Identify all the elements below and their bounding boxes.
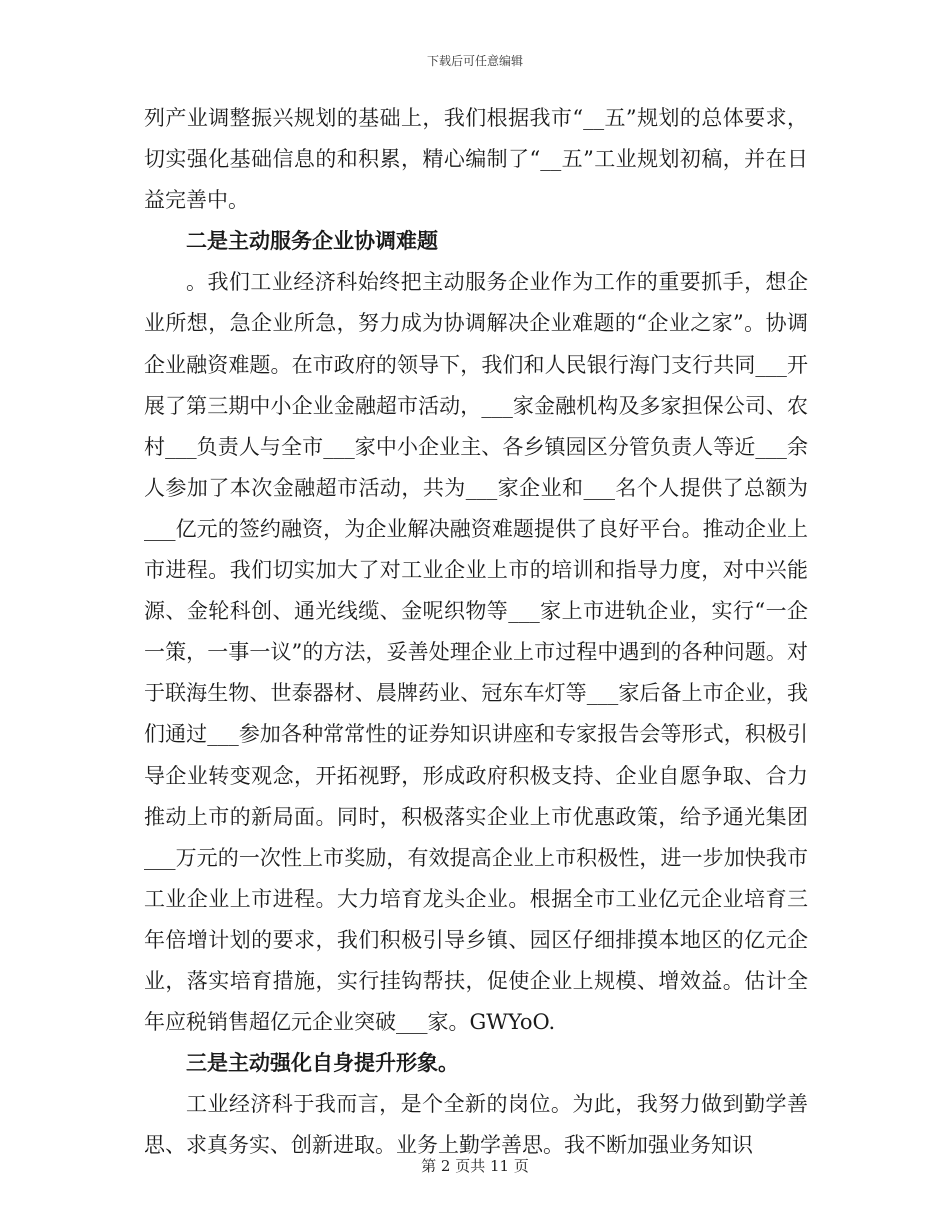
paragraph-1: 列产业调整振兴规划的基础上，我们根据我市“__五”规划的总体要求，切实强化基础信息的和积累，精心编制了“__五”工业规划初稿，并在日益完善中。 xyxy=(144,106,808,213)
page-header: 下载后可任意编辑 xyxy=(426,54,523,68)
paragraph-3: 工业经济科于我而言，是个全新的岗位。为此，我努力做到勤学善思、求真务实、创新进取。业务上勤学善思。我不断加强业务知识 xyxy=(144,1092,808,1158)
paragraph-2: 。我们工业经济科始终把主动服务企业作为工作的重要抓手，想企业所想，急企业所急，努力成为协调解决企业难题的“企业之家”。协调企业融资难题。在市政府的领导下，我们和人民银行海门支行共同___开展了第三期中小企业金融超市活动，___家金融机构及多家担保公司、农村___负责人与全市___家中小企业主、各乡镇园区分管负责人等近___余人参加了本次金融超市活动，共为___家企业和___名个人提供了总额为___亿元的签约融资，为企业解决融资难题提供了良好平台。推动企业上市进程。我们切实加大了对工业企业上市的培训和指导力度，对中兴能源、金轮科创、通光线缆、金呢织物等___家上市进轨企业，实行“一企一策，一事一议”的方法，妥善处理企业上市过程中遇到的各种问题。对于联海生物、世泰器材、晨牌药业、冠东车灯等___家后备上市企业，我们通过___参加各种常常性的证券知识讲座和专家报告会等形式，积极引导企业转变观念，开拓视野，形成政府积极支持、企业自愿争取、合力推动上市的新局面。同时，积极落实企业上市优惠政策，给予通光集团___万元的一次性上市奖励，有效提高企业上市积极性，进一步加快我市工业企业上市进程。大力培育龙头企业。根据全市工业亿元企业培育三年倍增计划的要求，我们积极引导乡镇、园区仔细排摸本地区的亿元企业，落实培育措施，实行挂钩帮扶，促使企业上规模、增效益。估计全年应税销售超亿元企业突破___家。GWYoO. xyxy=(144,270,808,1035)
document-body xyxy=(144,98,808,1166)
section-heading-3: 三是主动强化自身提升形象。 xyxy=(186,1051,459,1076)
section-heading-2: 二是主动服务企业协调难题 xyxy=(186,229,438,254)
page-footer: 第 2 页共 11 页 xyxy=(421,1157,529,1175)
